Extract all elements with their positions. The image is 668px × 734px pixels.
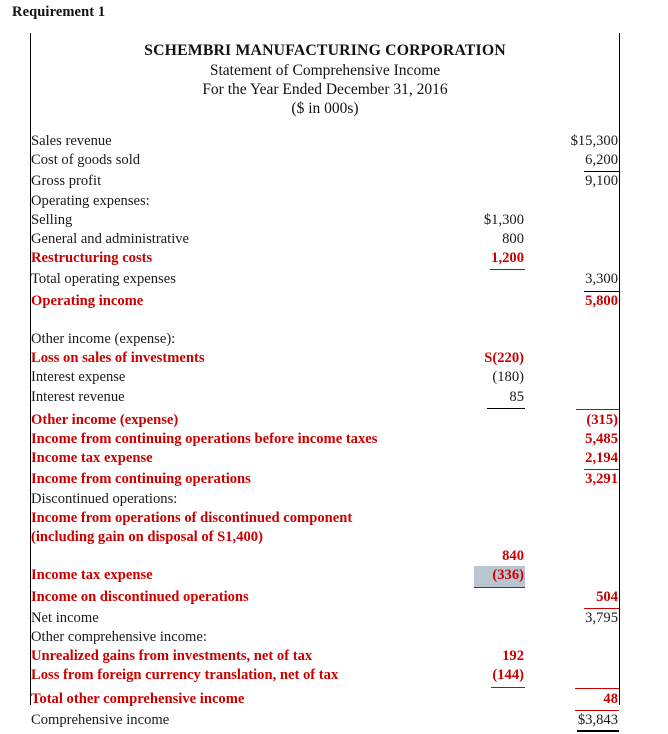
row-col2: $15,300 — [570, 133, 618, 149]
row-label — [31, 547, 425, 566]
row-col1 — [425, 192, 525, 211]
table-row — [31, 368, 619, 387]
row-col2 — [525, 647, 619, 666]
row-label: Interest expense — [31, 369, 126, 386]
row-col2: 5,485 — [585, 431, 618, 448]
table-row — [31, 132, 619, 151]
table-row — [31, 609, 619, 628]
row-label: Operating expenses: — [31, 192, 150, 209]
row-col1-selected[interactable]: (336) — [425, 566, 525, 587]
row-label: Income on discontinued operations — [31, 588, 249, 605]
row-col1 — [425, 490, 525, 509]
row-col1 — [425, 409, 525, 430]
row-col1 — [425, 609, 525, 628]
company-name: SCHEMBRI MANUFACTURING CORPORATION — [144, 42, 506, 59]
row-col2 — [525, 368, 619, 387]
row-col2 — [525, 547, 619, 566]
row-col1 — [425, 270, 525, 291]
row-col2: (315) — [525, 409, 619, 430]
row-col2: $3,843 — [525, 711, 619, 732]
statement-title-block — [31, 33, 619, 118]
row-col2 — [525, 509, 619, 528]
row-col1 — [425, 172, 525, 191]
table-row — [31, 566, 619, 587]
row-col1 — [425, 449, 525, 470]
row-col2 — [525, 628, 619, 647]
row-col1: 1,200 — [425, 249, 525, 270]
row-col1 — [425, 470, 525, 489]
row-col1 — [425, 509, 525, 528]
table-row — [31, 388, 619, 409]
row-col1 — [425, 711, 525, 732]
row-col1 — [425, 628, 525, 647]
table-row — [31, 588, 619, 609]
table-row — [31, 547, 619, 566]
row-label: Total other comprehensive income — [31, 690, 245, 707]
row-label: (including gain on disposal of S1,400) — [31, 529, 263, 546]
row-label: General and administrative — [31, 231, 190, 248]
row-col2: 2,194 — [525, 449, 619, 470]
row-col1: 85 — [425, 388, 525, 409]
row-label: Discontinued operations: — [31, 490, 178, 507]
row-label: Comprehensive income — [31, 711, 170, 728]
row-col1 — [425, 132, 525, 151]
row-col1 — [425, 151, 525, 172]
table-row — [31, 249, 619, 270]
row-col1: S(220) — [484, 350, 524, 367]
statement-units: ($ in 000s) — [291, 100, 359, 117]
row-col2 — [525, 566, 619, 587]
row-col2 — [525, 330, 619, 349]
table-row — [31, 330, 619, 349]
row-label: Operating income — [31, 292, 144, 309]
table-row — [31, 349, 619, 368]
row-col1: $1,300 — [483, 211, 524, 228]
table-row — [31, 449, 619, 470]
statement-table — [31, 132, 619, 732]
row-label: Interest revenue — [31, 388, 125, 405]
table-row — [31, 470, 619, 489]
row-col2 — [525, 666, 619, 687]
row-col2 — [525, 249, 619, 270]
row-label: Gross profit — [31, 173, 102, 190]
row-col2: 48 — [525, 688, 619, 711]
row-col1 — [425, 528, 525, 547]
row-col2 — [525, 349, 619, 368]
row-col2 — [525, 211, 619, 230]
row-col2: 5,800 — [585, 292, 618, 309]
statement-period: For the Year Ended December 31, 2016 — [202, 81, 448, 98]
row-col1: 192 — [502, 648, 524, 665]
row-col2: 504 — [525, 588, 619, 609]
requirement-heading: Requirement 1 — [12, 4, 106, 20]
row-label: Restructuring costs — [31, 250, 153, 267]
row-col1 — [425, 430, 525, 449]
table-row — [31, 647, 619, 666]
row-label: Total operating expenses — [31, 271, 176, 288]
table-row — [31, 409, 619, 430]
row-label: Other income (expense) — [31, 411, 179, 428]
row-label: Net income — [31, 609, 99, 626]
table-row — [31, 151, 619, 172]
row-label: Unrealized gains from investments, net of tax — [31, 648, 313, 665]
table-row — [31, 490, 619, 509]
row-label: Loss on sales of investments — [31, 350, 205, 367]
income-statement-frame — [30, 33, 620, 728]
table-row — [31, 211, 619, 230]
row-label: Income tax expense — [31, 567, 153, 584]
row-col2: 9,100 — [585, 173, 618, 190]
row-label: Sales revenue — [31, 133, 112, 149]
row-col1: (144) — [425, 666, 525, 687]
table-row — [31, 628, 619, 647]
statement-type: Statement of Comprehensive Income — [209, 62, 441, 79]
row-col1: (180) — [492, 369, 524, 386]
table-row — [31, 509, 619, 528]
row-col1 — [425, 330, 525, 349]
row-label: Income from operations of discontinued component — [31, 509, 353, 526]
table-row — [31, 528, 619, 547]
table-row — [31, 292, 619, 311]
table-row — [31, 270, 619, 291]
row-col1: 800 — [502, 231, 524, 248]
row-col2 — [525, 192, 619, 211]
row-col2 — [525, 230, 619, 249]
table-row — [31, 430, 619, 449]
row-col2: 3,795 — [585, 609, 618, 626]
spacer-row — [31, 311, 619, 330]
row-col2: 6,200 — [525, 151, 619, 172]
row-label: Income tax expense — [31, 450, 153, 467]
row-col2: 3,300 — [525, 270, 619, 291]
row-label: Other income (expense): — [31, 331, 176, 348]
row-label: Loss from foreign currency translation, net of tax — [31, 667, 339, 684]
row-label: Income from continuing operations — [31, 471, 251, 488]
table-row — [31, 192, 619, 211]
row-col2: 3,291 — [585, 471, 618, 488]
row-col2 — [525, 528, 619, 547]
row-label: Other comprehensive income: — [31, 629, 207, 646]
row-col1 — [425, 688, 525, 711]
row-col2 — [525, 490, 619, 509]
table-row — [31, 230, 619, 249]
table-row — [31, 711, 619, 732]
row-col1 — [425, 588, 525, 609]
row-col2 — [525, 388, 619, 409]
table-row — [31, 172, 619, 191]
row-label: Income from continuing operations before income taxes — [31, 431, 378, 448]
row-label: Cost of goods sold — [31, 152, 141, 169]
row-col1: 840 — [502, 548, 524, 565]
row-label: Selling — [31, 211, 73, 228]
row-col1 — [425, 292, 525, 311]
table-row — [31, 688, 619, 711]
table-row — [31, 666, 619, 687]
